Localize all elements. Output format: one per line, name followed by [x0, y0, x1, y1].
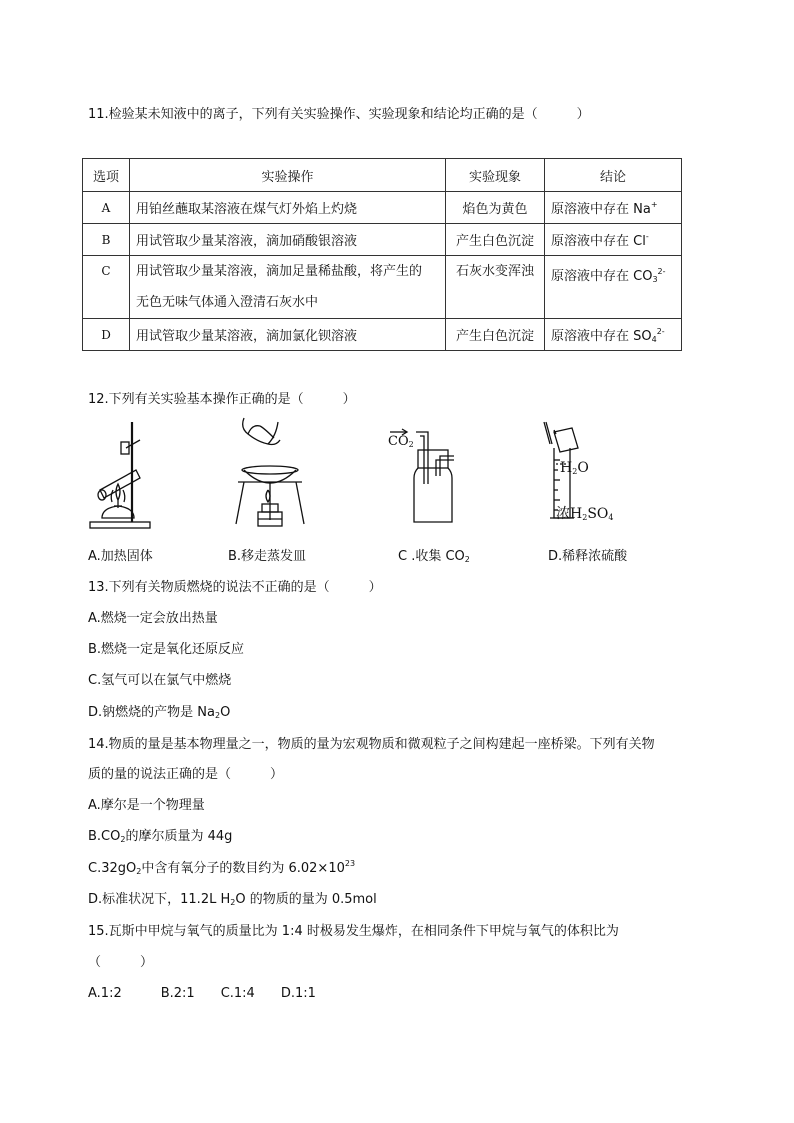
table-header-row [83, 159, 682, 192]
q13-d-text: D.钠燃烧的产物是 Na [88, 705, 215, 720]
q14-stem-line-2: 质的量的说法正确的是（ ） [88, 767, 284, 782]
row-observation: 石灰水变浑浊 [446, 256, 545, 319]
q14-option-a: A.摩尔是一个物理量 [88, 798, 205, 813]
table-row [83, 192, 682, 224]
q14-stem-line-1: 14.物质的量是基本物理量之一，物质的量为宏观物质和微观粒子之间构建起一座桥梁。下列有关物 [88, 737, 655, 752]
row-conclusion [545, 256, 682, 319]
q15-options: A.1:2 B.2:1 C.1:4 D.1:1 [88, 986, 316, 1001]
water-label-text: H [560, 460, 573, 476]
acid-subscript: 2 [582, 513, 588, 522]
q14-b-text: B.CO [88, 829, 121, 844]
caption-c-subscript: 2 [464, 555, 470, 564]
heating-solid-figure [88, 418, 160, 530]
ion-charge: 2- [657, 267, 666, 276]
ion-subscript: 4 [651, 335, 657, 344]
q15-stem-line-1: 15.瓦斯中甲烷与氧气的质量比为 1:4 时极易发生爆炸，在相同条件下甲烷与氧气的体积比为 [88, 924, 619, 939]
q14-c-text: C.32gO [88, 861, 137, 876]
caption-c-text: C .收集 CO [398, 549, 465, 564]
row-option: A [83, 192, 130, 224]
water-label [560, 460, 589, 476]
co2-subscript: 2 [408, 440, 414, 449]
acid-label-text: 浓H [556, 506, 583, 522]
row-observation: 产生白色沉淀 [446, 319, 545, 351]
row-operation: 用铂丝蘸取某溶液在煤气灯外焰上灼烧 [130, 192, 446, 224]
q14-b-subscript: 2 [120, 835, 126, 844]
ion-subscript: 3 [652, 275, 658, 284]
q13-stem: 13.下列有关物质燃烧的说法不正确的是（ ） [88, 580, 382, 595]
q15-stem-line-2: （ ） [88, 955, 154, 970]
q14-d-text: D.标准状况下，11.2L H [88, 892, 231, 907]
table-row [83, 256, 682, 319]
caption-b: B.移走蒸发皿 [228, 549, 307, 564]
evaporating-dish-figure [230, 416, 310, 530]
q13-option-c: C.氢气可以在氯气中燃烧 [88, 673, 232, 688]
q11-table [82, 158, 682, 351]
acid-subscript-2: 4 [608, 513, 614, 522]
conclusion-text: 原溶液中存在 Na [551, 202, 651, 217]
q14-option-c [88, 857, 355, 876]
q14-c-mid: 中含有氧分子的数目约为 6.02×10 [141, 861, 345, 876]
row-operation: 用试管取少量某溶液，滴加硝酸银溶液 [130, 224, 446, 256]
conclusion-text: 原溶液中存在 SO [551, 329, 652, 344]
ion-charge: - [645, 232, 649, 241]
q13-option-d [88, 701, 230, 720]
row-conclusion [545, 224, 682, 256]
table-row [83, 224, 682, 256]
q14-c-subscript: 2 [136, 867, 142, 876]
header-conclusion: 结论 [545, 159, 682, 192]
row-observation: 焰色为黄色 [446, 192, 545, 224]
water-label-post: O [577, 460, 589, 476]
row-option: C [83, 256, 130, 319]
conclusion-text: 原溶液中存在 Cl [551, 234, 646, 249]
q14-c-exponent: 23 [344, 859, 356, 868]
header-option: 选项 [83, 159, 130, 192]
collect-co2-figure [388, 428, 468, 528]
q14-d-post: O 的物质的量为 0.5mol [235, 892, 377, 907]
q14-option-d [88, 888, 377, 907]
caption-a: A.加热固体 [88, 549, 153, 564]
conclusion-text: 原溶液中存在 CO [551, 269, 653, 284]
row-operation: 用试管取少量某溶液，滴加氯化钡溶液 [130, 319, 446, 351]
caption-c [398, 545, 470, 564]
water-subscript: 2 [572, 467, 578, 476]
row-conclusion [545, 319, 682, 351]
acid-label-post: SO [587, 506, 609, 522]
header-operation: 实验操作 [130, 159, 446, 192]
q13-option-a: A.燃烧一定会放出热量 [88, 611, 218, 626]
row-option: B [83, 224, 130, 256]
caption-d: D.稀释浓硫酸 [548, 549, 628, 564]
co2-label-text: CO [388, 434, 409, 449]
table-row [83, 319, 682, 351]
acid-label [556, 503, 613, 523]
q11-stem: 11.检验某未知液中的离子，下列有关实验操作、实验现象和结论均正确的是（ ） [88, 107, 590, 122]
row-operation [130, 256, 446, 319]
operation-line-1: 用试管取少量某溶液，滴加足量稀盐酸，将产生的 [136, 264, 423, 279]
row-observation: 产生白色沉淀 [446, 224, 545, 256]
q14-b-post: 的摩尔质量为 44g [125, 829, 233, 844]
q12-stem: 12.下列有关实验基本操作正确的是（ ） [88, 392, 356, 407]
ion-charge: 2- [656, 327, 665, 336]
ion-charge: + [650, 200, 658, 209]
row-option: D [83, 319, 130, 351]
q14-option-b [88, 825, 232, 844]
operation-line-2: 无色无味气体通入澄清石灰水中 [136, 295, 319, 310]
row-conclusion [545, 192, 682, 224]
q13-d-subscript: 2 [214, 711, 221, 720]
q13-option-b: B.燃烧一定是氧化还原反应 [88, 642, 245, 657]
q14-d-subscript: 2 [230, 898, 236, 907]
header-observation: 实验现象 [446, 159, 545, 192]
q13-d-post: O [220, 705, 231, 720]
